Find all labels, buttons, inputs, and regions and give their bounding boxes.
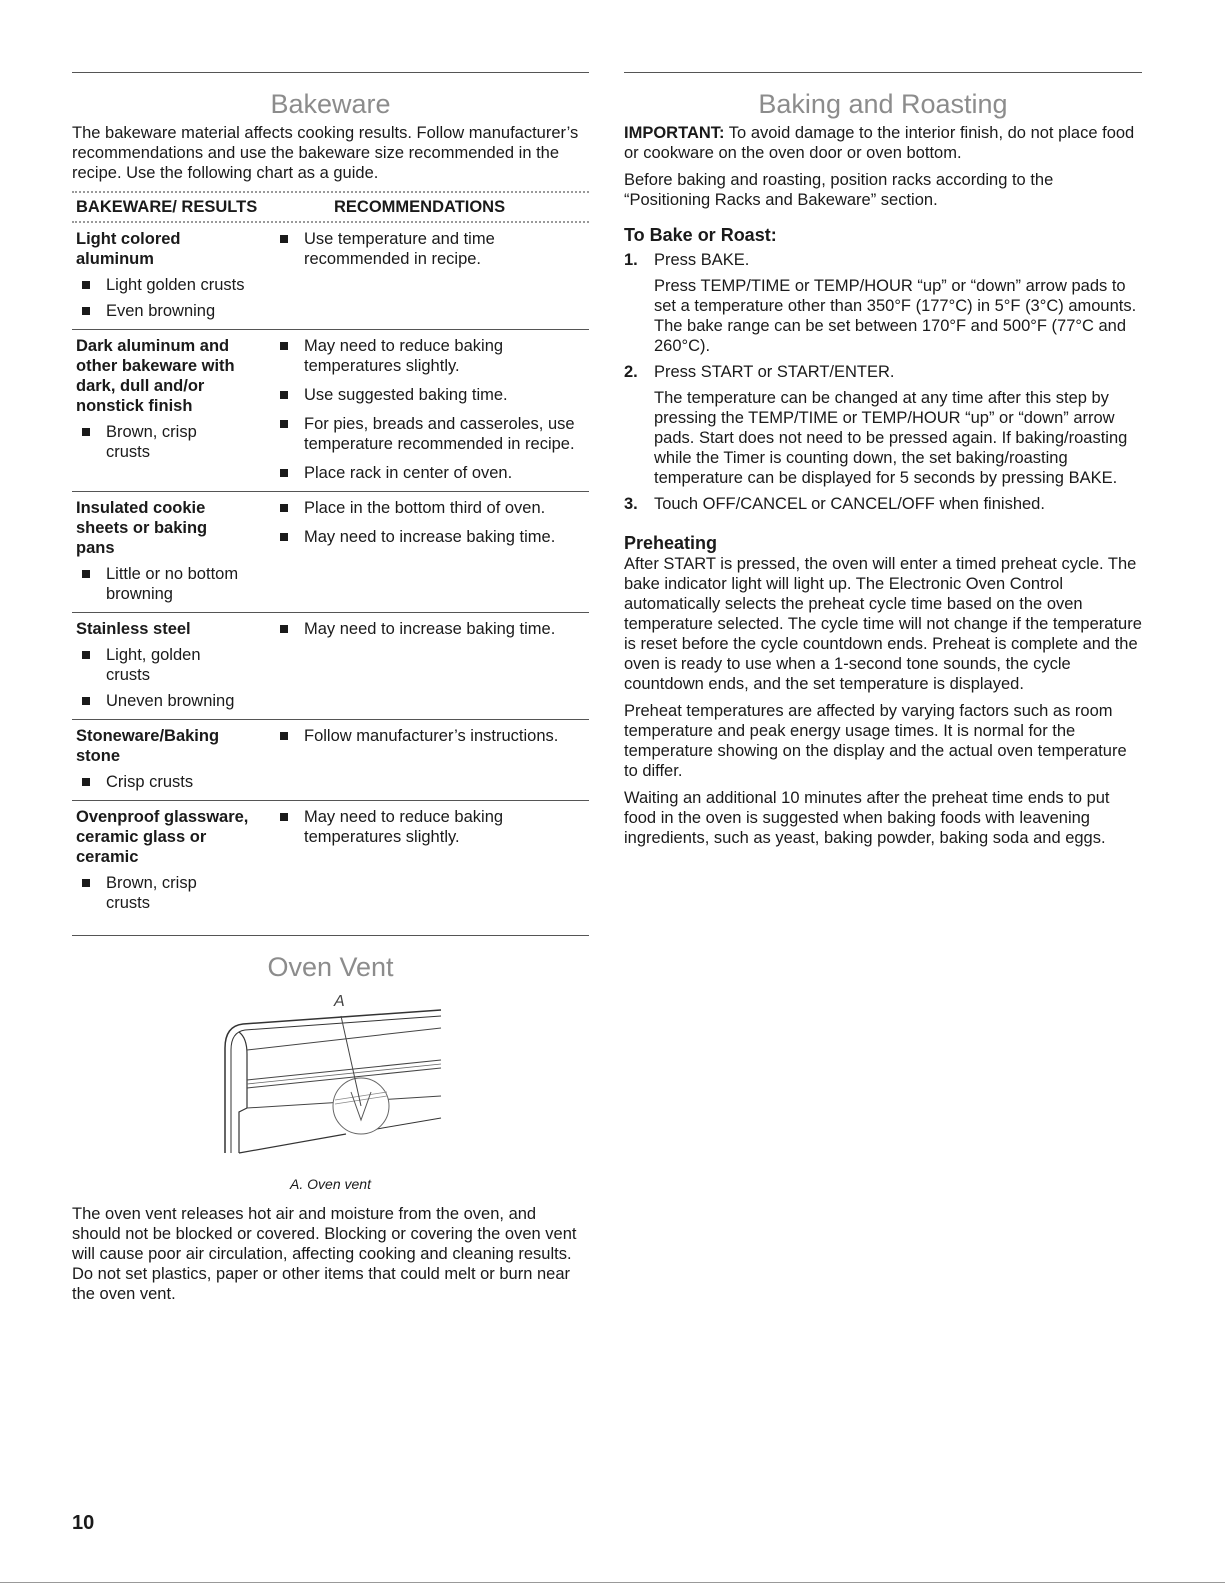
- recommendation-cell: [274, 336, 589, 483]
- result-item: Brown, crisp crusts: [76, 422, 274, 462]
- header-recommendations: RECOMMENDATIONS: [334, 198, 506, 216]
- bakeware-type: Ovenproof glassware, ceramic glass or ceramic: [76, 808, 249, 866]
- step-text: Touch OFF/CANCEL or CANCEL/OFF when finished.: [654, 495, 1045, 513]
- recommendation-cell: [274, 726, 589, 792]
- recommendation-cell: [274, 807, 589, 913]
- recommendation-item: Use temperature and time recommended in recipe.: [274, 229, 589, 269]
- figure-caption: A. Oven vent: [290, 1176, 371, 1192]
- bakeware-cell: [76, 498, 274, 604]
- left-column: [72, 72, 589, 1304]
- result-item: Crisp crusts: [76, 772, 274, 792]
- oven-vent-title: Oven Vent: [267, 952, 394, 982]
- page-bottom-edge: [0, 1582, 1225, 1583]
- bakeware-table: [72, 191, 589, 921]
- oven-vent-body: The oven vent releases hot air and moisture from the oven, and should not be blocked or covered. Blocking or covering the oven vent will cause poor air circulation, affecting cooking and cleaning results. Do not set plastics, paper or other items that could melt or burn near the oven vent.: [72, 1205, 577, 1303]
- to-bake-heading: To Bake or Roast:: [624, 225, 777, 245]
- table-row: [72, 223, 589, 330]
- section-divider: [624, 72, 1142, 73]
- recommendation-item: Place rack in center of oven.: [274, 463, 589, 483]
- bakeware-intro: The bakeware material affects cooking results. Follow manufacturer’s recommendations and use the bakeware size recommended in the recipe. Use the following chart as a guide.: [72, 124, 579, 182]
- bakeware-type: Stainless steel: [76, 620, 191, 638]
- recommendation-item: Follow manufacturer’s instructions.: [274, 726, 589, 746]
- before-baking-text: Before baking and roasting, position racks according to the “Positioning Racks and Bakeware” section.: [624, 171, 1054, 209]
- step-item: [624, 494, 1142, 514]
- recommendation-item: May need to increase baking time.: [274, 619, 589, 639]
- important-label: IMPORTANT:: [624, 124, 725, 142]
- table-row: [72, 492, 589, 613]
- figure-label-a: A: [333, 993, 345, 1010]
- result-item: Even browning: [76, 301, 274, 321]
- table-row: [72, 720, 589, 801]
- recommendation-item: May need to reduce baking temperatures slightly.: [274, 336, 589, 376]
- preheating-paragraph: After START is pressed, the oven will enter a timed preheat cycle. The bake indicator light will light up. The Electronic Oven Control automatically selects the preheat cycle time based on the oven temperature selected. The cycle time will not change if the temperature is reset before the cycle countdown ends. Preheat is complete and the oven is ready to use when a 1-second tone sounds, the cycle countdown ends, and the set temperature is displayed.: [624, 555, 1142, 693]
- bakeware-cell: [76, 619, 274, 711]
- bakeware-cell: [76, 807, 274, 913]
- bakeware-cell: [76, 336, 274, 483]
- result-item: Uneven browning: [76, 691, 274, 711]
- recommendation-item: Place in the bottom third of oven.: [274, 498, 589, 518]
- bakeware-type: Insulated cookie sheets or baking pans: [76, 499, 208, 557]
- preheating-paragraph: Preheat temperatures are affected by varying factors such as room temperature and peak energy usage times. It is normal for the temperature showing on the display and the actual oven temperature to differ.: [624, 702, 1127, 780]
- step-item: [624, 362, 1142, 382]
- step-detail: Press TEMP/TIME or TEMP/HOUR “up” or “down” arrow pads to set a temperature other than 350°F (177°C) in 5°F (3°C) amounts. The bake range can be set between 170°F and 500°F (77°C and 260°C).: [654, 277, 1137, 355]
- page-number: 10: [72, 1512, 95, 1534]
- step-text: Press START or START/ENTER.: [654, 363, 895, 381]
- preheating-heading: Preheating: [624, 533, 718, 553]
- step-number: 3.: [624, 495, 638, 513]
- result-item: Little or no bottom browning: [76, 564, 274, 604]
- recommendation-item: May need to increase baking time.: [274, 527, 589, 547]
- recommendation-item: For pies, breads and casseroles, use temperature recommended in recipe.: [274, 414, 589, 454]
- recommendation-cell: [274, 498, 589, 604]
- result-item: Brown, crisp crusts: [76, 873, 274, 913]
- oven-vent-illustration: [211, 988, 451, 1163]
- table-header: [72, 193, 589, 221]
- result-item: Light golden crusts: [76, 275, 274, 295]
- oven-vent-figure: [72, 988, 589, 1168]
- baking-title: Baking and Roasting: [758, 89, 1008, 119]
- bakeware-type: Stoneware/Baking stone: [76, 727, 220, 765]
- recommendation-item: May need to reduce baking temperatures slightly.: [274, 807, 589, 847]
- bakeware-title: Bakeware: [270, 89, 391, 119]
- important-text: To avoid damage to the interior finish, do not place food or cookware on the oven door or oven bottom.: [624, 124, 1135, 162]
- preheating-paragraph: Waiting an additional 10 minutes after the preheat time ends to put food in the oven is suggested when baking foods with leavening ingredients, such as yeast, baking powder, baking soda and eggs.: [624, 789, 1110, 847]
- step-number: 2.: [624, 363, 638, 381]
- recommendation-cell: [274, 619, 589, 711]
- result-item: Light, golden crusts: [76, 645, 274, 685]
- table-row: [72, 801, 589, 921]
- recommendation-cell: [274, 229, 589, 321]
- bakeware-type: Light colored aluminum: [76, 230, 181, 268]
- important-note: [624, 123, 1142, 163]
- recommendation-item: Use suggested baking time.: [274, 385, 589, 405]
- bakeware-type: Dark aluminum and other bakeware with dark, dull and/or nonstick finish: [76, 337, 235, 415]
- table-row: [72, 613, 589, 720]
- right-column: [624, 72, 1142, 848]
- step-text: Press BAKE.: [654, 251, 750, 269]
- bakeware-cell: [76, 229, 274, 321]
- step-detail: The temperature can be changed at any time after this step by pressing the TEMP/TIME or TEMP/HOUR “up” or “down” arrow pads. Start does not need to be pressed again. If baking/roasting while the Timer is counting down, the set baking/roasting temperature can be displayed for 5 seconds by pressing BAKE.: [654, 389, 1128, 487]
- header-bakeware-results: BAKEWARE/ RESULTS: [76, 198, 258, 216]
- step-number: 1.: [624, 251, 638, 269]
- step-item: [624, 250, 1142, 270]
- section-divider: [72, 935, 589, 936]
- table-row: [72, 330, 589, 492]
- section-divider: [72, 72, 589, 73]
- bakeware-cell: [76, 726, 274, 792]
